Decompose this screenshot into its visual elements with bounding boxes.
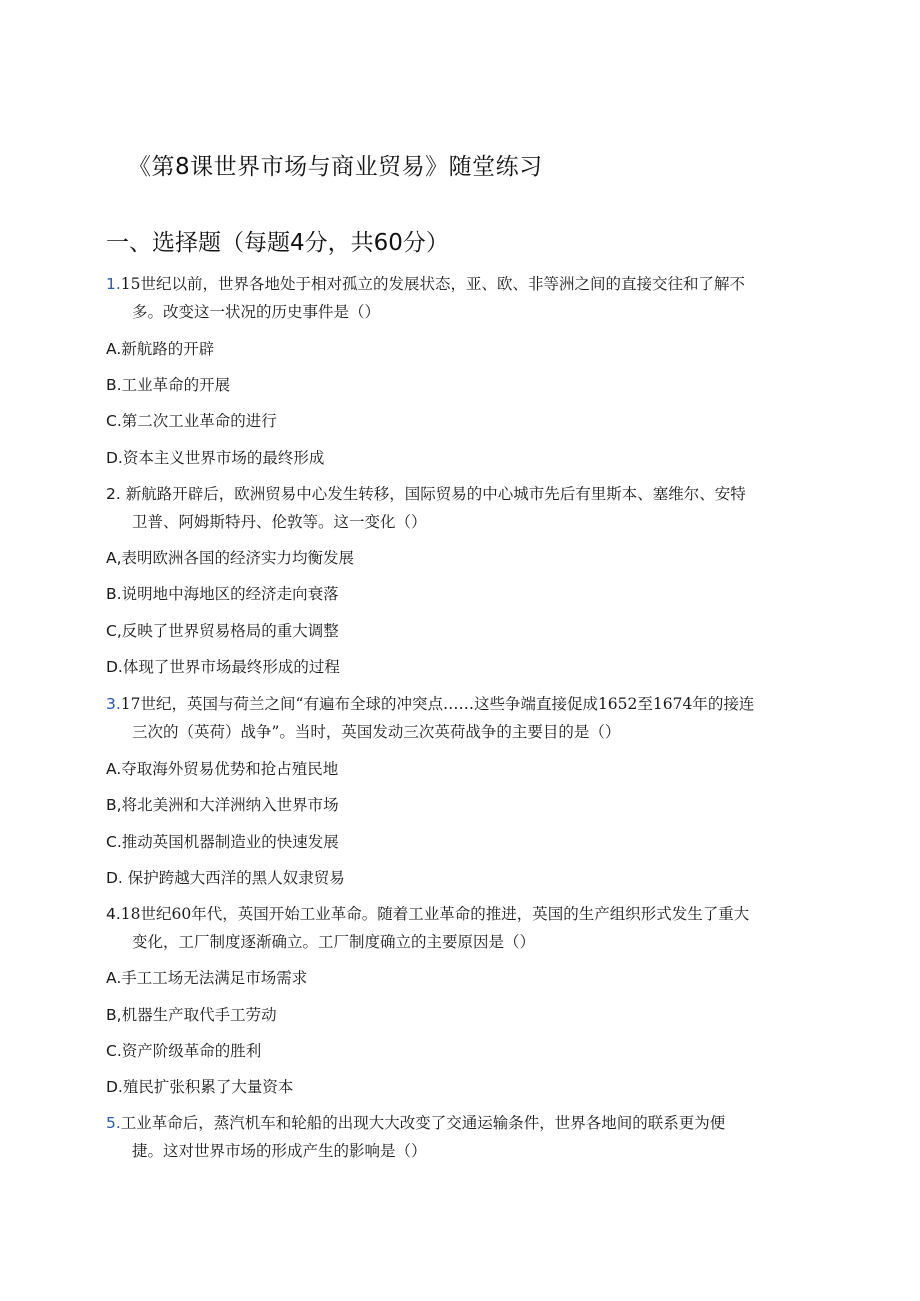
option-letter: B. [106, 585, 122, 603]
question-3-option-a [106, 757, 806, 781]
question-1-option-c [106, 409, 806, 433]
question-4-option-a [106, 966, 806, 990]
option-text: 殖民扩张积累了大量资本 [122, 1078, 294, 1096]
option-text: 表明欧洲各国的经济实力均衡发展 [121, 549, 355, 567]
option-text: 资本主义世界市场的最终形成 [122, 449, 325, 467]
option-letter: A. [106, 340, 122, 358]
document-title: 《第8课世界市场与商业贸易》随堂练习 [128, 154, 543, 180]
option-letter: C. [106, 412, 122, 430]
option-text: 机器生产取代手工劳动 [121, 1006, 277, 1024]
option-text: 说明地中海地区的经济走向衰落 [121, 585, 339, 603]
question-5-line-2: 捷。这对世界市场的形成产生的影响是（） [132, 1142, 427, 1160]
option-text: 手工工场无法满足市场需求 [121, 969, 308, 987]
option-letter: A. [106, 760, 122, 778]
question-number: 1. [106, 275, 121, 293]
question-2-option-b [106, 582, 806, 606]
question-text: 17世纪，英国与荷兰之间“有遍布全球的冲突点……这些争端直接促成1652至1674年的接连 [120, 695, 755, 713]
option-text: 第二次工业革命的进行 [121, 412, 277, 430]
option-letter: D. [106, 449, 123, 467]
question-3-stem [106, 690, 806, 746]
option-text: 保护跨越大西洋的黑人奴隶贸易 [122, 869, 345, 887]
option-text: 反映了世界贸易格局的重大调整 [121, 622, 339, 640]
question-text: 新航路开辟后，欧洲贸易中心发生转移，国际贸易的中心城市先后有里斯本、塞维尔、安特 [120, 485, 746, 503]
question-3-line-1 [106, 690, 806, 718]
question-4-stem [106, 900, 806, 956]
question-text: 工业革命后，蒸汽机车和轮船的出现大大改变了交通运输条件，世界各地间的联系更为便 [120, 1114, 726, 1132]
option-letter: A, [106, 549, 122, 567]
option-letter: A. [106, 969, 122, 987]
question-2-option-a [106, 546, 806, 570]
section-heading: 一、选择题（每题4分，共60分） [106, 230, 449, 256]
question-4-option-c [106, 1039, 806, 1063]
question-number: 4. [106, 905, 121, 923]
question-1-option-d [106, 446, 806, 470]
question-1-stem [106, 270, 806, 326]
option-letter: B, [106, 796, 122, 814]
question-1-line-2: 多。改变这一状况的历史事件是（） [132, 303, 381, 321]
question-3-line-2: 三次的（英荷）战争”。当时，英国发动三次英荷战争的主要目的是（） [132, 723, 621, 741]
question-3-option-d [106, 866, 806, 890]
question-5-line-1 [106, 1109, 806, 1137]
question-text: 15世纪以前，世界各地处于相对孤立的发展状态，亚、欧、非等洲之间的直接交往和了解不 [120, 275, 746, 293]
option-letter: C, [106, 622, 122, 640]
option-letter: D. [106, 1078, 123, 1096]
option-text: 夺取海外贸易优势和抢占殖民地 [121, 760, 339, 778]
question-number: 3. [106, 695, 121, 713]
question-number: 2. [106, 485, 121, 503]
option-text: 资产阶级革命的胜利 [121, 1042, 262, 1060]
option-letter: C. [106, 833, 122, 851]
option-letter: D. [106, 658, 123, 676]
question-5-stem [106, 1109, 806, 1165]
question-2-line-1 [106, 480, 806, 508]
option-letter: B, [106, 1006, 122, 1024]
option-text: 体现了世界市场最终形成的过程 [122, 658, 340, 676]
option-text: 工业革命的开展 [121, 376, 231, 394]
option-text: 将北美洲和大洋洲纳入世界市场 [121, 796, 339, 814]
question-4-line-2: 变化，工厂制度逐渐确立。工厂制度确立的主要原因是（） [132, 933, 536, 951]
question-text: 18世纪60年代，英国开始工业革命。随着工业革命的推进，英国的生产组织形式发生了重大 [120, 905, 750, 923]
option-letter: B. [106, 376, 122, 394]
question-2-line-2: 卫普、阿姆斯特丹、伦敦等。这一变化（） [132, 513, 427, 531]
question-number: 5. [106, 1114, 121, 1132]
question-1-line-1 [106, 270, 806, 298]
question-2-option-c [106, 619, 806, 643]
question-4-line-1 [106, 900, 806, 928]
question-4-option-b [106, 1003, 806, 1027]
question-2-option-d [106, 655, 806, 679]
question-3-option-c [106, 830, 806, 854]
question-2-stem [106, 480, 806, 536]
option-letter: C. [106, 1042, 122, 1060]
question-3-option-b [106, 793, 806, 817]
question-1-option-a [106, 337, 806, 361]
option-text: 推动英国机器制造业的快速发展 [121, 833, 339, 851]
question-1-option-b [106, 373, 806, 397]
option-letter: D. [106, 869, 123, 887]
option-text: 新航路的开辟 [121, 340, 215, 358]
question-4-option-d [106, 1075, 806, 1099]
